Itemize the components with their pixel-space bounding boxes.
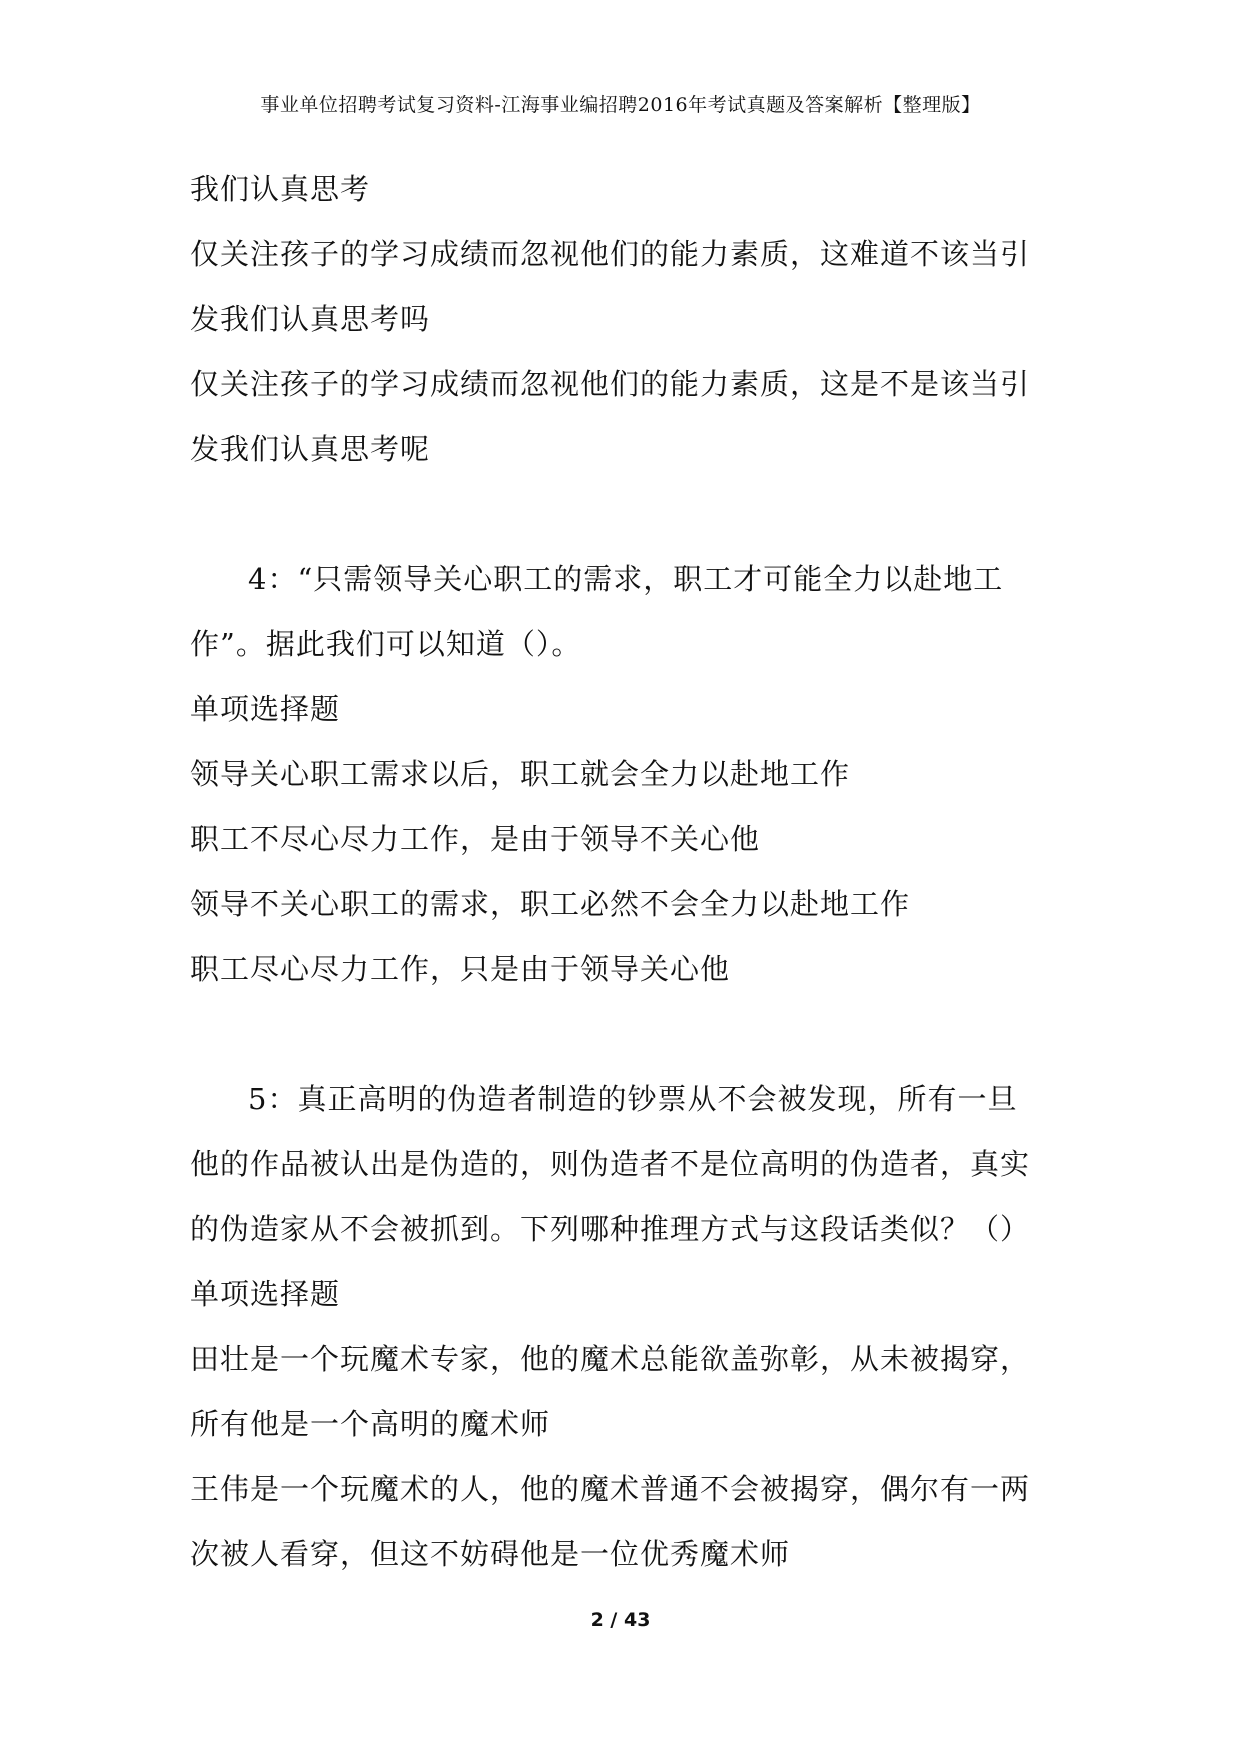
option-text: 发我们认真思考吗 [190,302,431,336]
question-4-stem: 作”。据此我们可以知道（）。 [190,627,582,661]
question-5-option-a: 田壮是一个玩魔术专家，他的魔术总能欲盖弥彰，从未被揭穿， [190,1342,1031,1376]
question-5-stem: 他的作品被认出是伪造的，则伪造者不是位高明的伪造者，真实 [190,1147,1031,1181]
question-5-stem: 5：真正高明的伪造者制造的钞票从不会被发现，所有一旦 [248,1082,1018,1116]
option-text: 仅关注孩子的学习成绩而忽视他们的能力素质，这难道不该当引 [190,237,1031,271]
option-text: 我们认真思考 [190,172,371,206]
question-4-type: 单项选择题 [190,692,341,726]
question-4-option-a: 领导关心职工需求以后，职工就会全力以赴地工作 [190,757,851,791]
question-5-option-a: 所有他是一个高明的魔术师 [190,1407,551,1441]
question-4-option-b: 职工不尽心尽力工作，是由于领导不关心他 [190,822,761,856]
question-5-type: 单项选择题 [190,1277,341,1311]
option-text: 仅关注孩子的学习成绩而忽视他们的能力素质，这是不是该当引 [190,367,1031,401]
option-text: 发我们认真思考呢 [190,432,431,466]
document-body [190,157,1070,1587]
question-4-option-d: 职工尽心尽力工作，只是由于领导关心他 [190,952,731,986]
question-4-stem: 4：“只需领导关心职工的需求，职工才可能全力以赴地工 [248,562,1004,596]
question-5-stem: 的伪造家从不会被抓到。下列哪种推理方式与这段话类似？（） [190,1212,1031,1246]
question-5-option-b: 次被人看穿，但这不妨碍他是一位优秀魔术师 [190,1537,791,1571]
question-5-option-b: 王伟是一个玩魔术的人，他的魔术普通不会被揭穿，偶尔有一两 [190,1472,1031,1506]
question-4-option-c: 领导不关心职工的需求，职工必然不会全力以赴地工作 [190,887,911,921]
page-number: 2 / 43 [590,1609,651,1631]
spacer [190,482,1070,547]
spacer [190,1002,1070,1067]
page-header: 事业单位招聘考试复习资料-江海事业编招聘2016年考试真题及答案解析【整理版】 [260,94,981,116]
